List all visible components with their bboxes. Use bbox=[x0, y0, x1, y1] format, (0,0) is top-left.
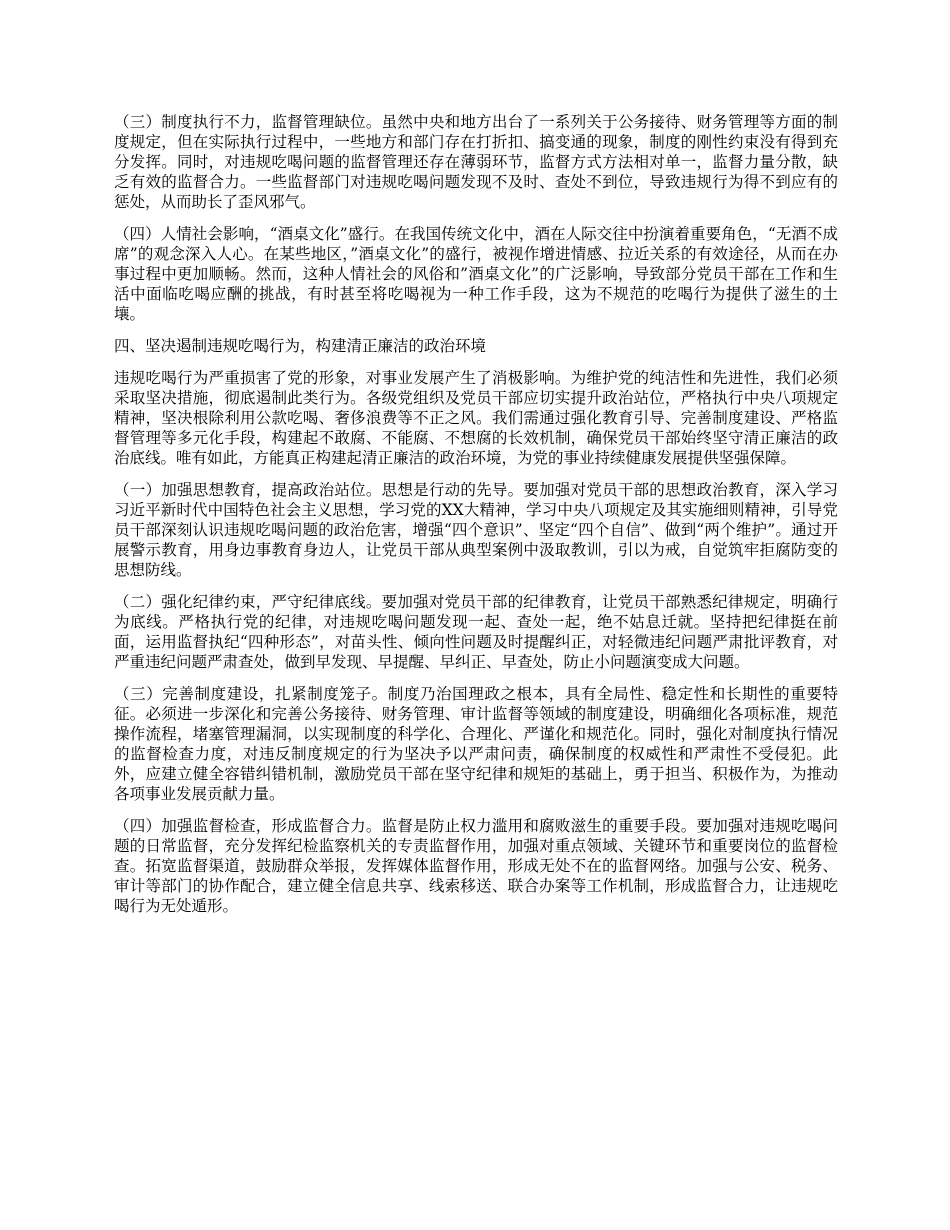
paragraph-section-intro: 违规吃喝行为严重损害了党的形象，对事业发展产生了消极影响。为维护党的纯洁性和先进性，我们必须采取坚决措施，彻底遏制此类行为。各级党组织及党员干部应切实提升政治站位，严格执行中央八项规定精神，坚决根除利用公款吃喝、奢侈浪费等不正之风。我们需通过强化教育引导、完善制度建设、严格监督管理等多元化手段，构建起不敢腐、不能腐、不想腐的长效机制，确保党员干部始终坚守清正廉洁的政治底线。唯有如此，方能真正构建起清正廉洁的政治环境，为党的事业持续健康发展提供坚强保障。 bbox=[114, 369, 838, 467]
paragraph-institution-enforcement: （三）制度执行不力，监督管理缺位。虽然中央和地方出台了一系列关于公务接待、财务管理等方面的制度规定，但在实际执行过程中，一些地方和部门存在打折扣、搞变通的现象，制度的刚性约束没有得到充分发挥。同时，对违规吃喝问题的监督管理还存在薄弱环节，监督方式方法相对单一，监督力量分散，缺乏有效的监督合力。一些监督部门对违规吃喝问题发现不及时、查处不到位，导致违规行为得不到应有的惩处，从而助长了歪风邪气。 bbox=[114, 113, 838, 211]
paragraph-institution-building: （三）完善制度建设，扎紧制度笼子。制度乃治国理政之根本，具有全局性、稳定性和长期性的重要特征。必须进一步深化和完善公务接待、财务管理、审计监督等领域的制度建设，明确细化各项标准，规范操作流程，堵塞管理漏洞，以实现制度的科学化、合理化、严谨化和规范化。同时，强化对制度执行情况的监督检查力度，对违反制度规定的行为坚决予以严肃问责，确保制度的权威性和严肃性不受侵犯。此外，应建立健全容错纠错机制，激励党员干部在坚守纪律和规矩的基础上，勇于担当、积极作为，为推动各项事业发展贡献力量。 bbox=[114, 685, 838, 803]
paragraph-supervision: （四）加强监督检查，形成监督合力。监督是防止权力滥用和腐败滋生的重要手段。要加强对违规吃喝问题的日常监督，充分发挥纪检监察机关的专责监督作用，加强对重点领域、关键环节和重要岗位的监督检查。拓宽监督渠道，鼓励群众举报，发挥媒体监督作用，形成无处不在的监督网络。加强与公安、税务、审计等部门的协作配合，建立健全信息共享、线索移送、联合办案等工作机制，形成监督合力，让违规吃喝行为无处遁形。 bbox=[114, 817, 838, 915]
paragraph-discipline: （二）强化纪律约束，严守纪律底线。要加强对党员干部的纪律教育，让党员干部熟悉纪律规定，明确行为底线。严格执行党的纪律，对违规吃喝问题发现一起、查处一起，绝不姑息迁就。坚持把纪律挺在前面，运用监督执纪“四种形态”，对苗头性、倾向性问题及时提醒纠正，对轻微违纪问题严肃批评教育，对严重违纪问题严肃查处，做到早发现、早提醒、早纠正、早查处，防止小问题演变成大问题。 bbox=[114, 593, 838, 671]
section-heading: 四、坚决遏制违规吃喝行为，构建清正廉洁的政治环境 bbox=[114, 337, 487, 355]
paragraph-drinking-culture: （四）人情社会影响，“酒桌文化”盛行。在我国传统文化中，酒在人际交往中扮演着重要角色，“无酒不成席”的观念深入人心。在某些地区，”酒桌文化”的盛行，被视作增进情感、拉近关系的有效途径，从而在办事过程中更加顺畅。然而，这种人情社会的风俗和”酒桌文化”的广泛影响，导致部分党员干部在工作和生活中面临吃喝应酬的挑战，有时甚至将吃喝视为一种工作手段，这为不规范的吃喝行为提供了滋生的土壤。 bbox=[114, 225, 838, 323]
paragraph-ideological-education: （一）加强思想教育，提高政治站位。思想是行动的先导。要加强对党员干部的思想政治教育，深入学习习近平新时代中国特色社会主义思想，学习党的XX大精神，学习中央八项规定及其实施细则精神，引导党员干部深刻认识违规吃喝问题的政治危害，增强“四个意识”、坚定“四个自信”、做到“两个维护”。通过开展警示教育，用身边事教育身边人，让党员干部从典型案例中汲取教训，引以为戒，自觉筑牢拒腐防变的思想防线。 bbox=[114, 481, 838, 579]
document-body bbox=[114, 112, 838, 928]
